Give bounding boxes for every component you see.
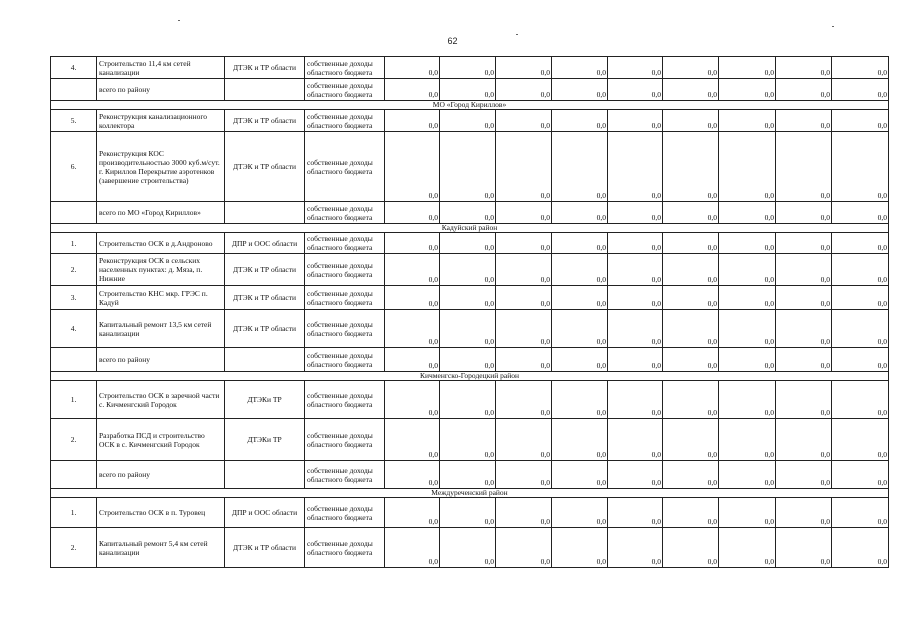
value-cell: 0,0	[440, 110, 496, 132]
responsible-body: ДТЭКи ТР	[225, 419, 305, 461]
value-cell: 0,0	[385, 202, 440, 224]
row-number	[51, 348, 97, 372]
row-number: 6.	[51, 132, 97, 202]
value-cell: 0,0	[719, 381, 776, 419]
table-row	[51, 419, 889, 461]
value-cell: 0,0	[663, 202, 719, 224]
value-cell: 0,0	[663, 498, 719, 528]
row-number: 4.	[51, 310, 97, 348]
value-cell: 0,0	[719, 286, 776, 310]
table-row	[51, 498, 889, 528]
project-name: Капитальный ремонт 5,4 км сетей канализации	[97, 528, 225, 568]
value-cell: 0,0	[663, 57, 719, 79]
responsible-body: ДТЭК и ТР области	[225, 132, 305, 202]
row-number	[51, 461, 97, 489]
responsible-body: ДТЭКи ТР	[225, 381, 305, 419]
project-name: всего по МО «Город Кириллов»	[97, 202, 225, 224]
value-cell: 0,0	[719, 419, 776, 461]
value-cell: 0,0	[385, 79, 440, 101]
value-cell: 0,0	[496, 419, 552, 461]
value-cell: 0,0	[496, 528, 552, 568]
funding-source: собственные доходы областного бюджета	[305, 57, 385, 79]
value-cell: 0,0	[832, 110, 889, 132]
table-row	[51, 254, 889, 286]
table-row	[51, 57, 889, 79]
value-cell: 0,0	[440, 132, 496, 202]
project-name: Реконструкция КОС производительностью 3000 куб.м/сут. г. Кириллов Перекрытие аэротенков (завершение строительства)	[97, 132, 225, 202]
value-cell: 0,0	[776, 202, 832, 224]
section-header-row	[51, 372, 889, 381]
funding-source: собственные доходы областного бюджета	[305, 79, 385, 101]
row-number	[51, 79, 97, 101]
value-cell: 0,0	[608, 461, 663, 489]
responsible-body	[225, 348, 305, 372]
value-cell: 0,0	[385, 461, 440, 489]
value-cell: 0,0	[608, 381, 663, 419]
value-cell: 0,0	[385, 348, 440, 372]
scan-speck	[516, 34, 518, 35]
value-cell: 0,0	[776, 461, 832, 489]
scan-speck	[832, 26, 834, 27]
funding-source: собственные доходы областного бюджета	[305, 461, 385, 489]
budget-table	[50, 56, 889, 568]
row-number: 5.	[51, 110, 97, 132]
value-cell: 0,0	[552, 57, 608, 79]
row-number: 1.	[51, 498, 97, 528]
value-cell: 0,0	[440, 498, 496, 528]
value-cell: 0,0	[552, 461, 608, 489]
value-cell: 0,0	[719, 233, 776, 254]
value-cell: 0,0	[496, 498, 552, 528]
funding-source: собственные доходы областного бюджета	[305, 348, 385, 372]
value-cell: 0,0	[552, 528, 608, 568]
responsible-body: ДТЭК и ТР области	[225, 110, 305, 132]
value-cell: 0,0	[552, 202, 608, 224]
value-cell: 0,0	[832, 381, 889, 419]
responsible-body: ДТЭК и ТР области	[225, 528, 305, 568]
value-cell: 0,0	[776, 57, 832, 79]
project-name: Строительство КНС мкр. ГРЭС п. Кадуй	[97, 286, 225, 310]
value-cell: 0,0	[776, 233, 832, 254]
section-header-row	[51, 489, 889, 498]
value-cell: 0,0	[832, 233, 889, 254]
table-row	[51, 110, 889, 132]
table-row	[51, 528, 889, 568]
value-cell: 0,0	[552, 419, 608, 461]
responsible-body: ДПР и ООС области	[225, 233, 305, 254]
value-cell: 0,0	[663, 419, 719, 461]
project-name: Реконструкция канализационного коллектора	[97, 110, 225, 132]
value-cell: 0,0	[608, 132, 663, 202]
value-cell: 0,0	[440, 254, 496, 286]
value-cell: 0,0	[385, 57, 440, 79]
value-cell: 0,0	[496, 132, 552, 202]
funding-source: собственные доходы областного бюджета	[305, 254, 385, 286]
value-cell: 0,0	[385, 254, 440, 286]
value-cell: 0,0	[776, 381, 832, 419]
table-row	[51, 202, 889, 224]
table-row	[51, 310, 889, 348]
value-cell: 0,0	[608, 348, 663, 372]
value-cell: 0,0	[719, 79, 776, 101]
funding-source: собственные доходы областного бюджета	[305, 310, 385, 348]
value-cell: 0,0	[776, 110, 832, 132]
funding-source: собственные доходы областного бюджета	[305, 528, 385, 568]
value-cell: 0,0	[832, 528, 889, 568]
funding-source: собственные доходы областного бюджета	[305, 381, 385, 419]
project-name: Разработка ПСД и строительство ОСК в с. Кичменгский Городок	[97, 419, 225, 461]
funding-source: собственные доходы областного бюджета	[305, 498, 385, 528]
responsible-body: ДПР и ООС области	[225, 498, 305, 528]
value-cell: 0,0	[552, 132, 608, 202]
value-cell: 0,0	[440, 381, 496, 419]
row-number: 2.	[51, 419, 97, 461]
responsible-body: ДТЭК и ТР области	[225, 57, 305, 79]
value-cell: 0,0	[719, 110, 776, 132]
value-cell: 0,0	[385, 528, 440, 568]
value-cell: 0,0	[385, 381, 440, 419]
value-cell: 0,0	[776, 310, 832, 348]
value-cell: 0,0	[440, 202, 496, 224]
value-cell: 0,0	[385, 419, 440, 461]
project-name: Строительство 11,4 км сетей канализации	[97, 57, 225, 79]
value-cell: 0,0	[608, 419, 663, 461]
responsible-body	[225, 461, 305, 489]
value-cell: 0,0	[832, 310, 889, 348]
value-cell: 0,0	[440, 348, 496, 372]
value-cell: 0,0	[608, 79, 663, 101]
project-name: Строительство ОСК в п. Туровец	[97, 498, 225, 528]
value-cell: 0,0	[496, 233, 552, 254]
value-cell: 0,0	[552, 310, 608, 348]
value-cell: 0,0	[663, 348, 719, 372]
value-cell: 0,0	[663, 110, 719, 132]
value-cell: 0,0	[552, 381, 608, 419]
value-cell: 0,0	[832, 79, 889, 101]
value-cell: 0,0	[663, 132, 719, 202]
value-cell: 0,0	[608, 57, 663, 79]
value-cell: 0,0	[440, 79, 496, 101]
project-name: Капитальный ремонт 13,5 км сетей канализации	[97, 310, 225, 348]
value-cell: 0,0	[719, 254, 776, 286]
value-cell: 0,0	[663, 310, 719, 348]
responsible-body	[225, 202, 305, 224]
value-cell: 0,0	[832, 498, 889, 528]
table-body	[51, 57, 889, 568]
value-cell: 0,0	[385, 286, 440, 310]
funding-source: собственные доходы областного бюджета	[305, 419, 385, 461]
table-row	[51, 348, 889, 372]
value-cell: 0,0	[385, 132, 440, 202]
section-title: Кичменгско-Городецкий район	[51, 372, 889, 381]
row-number: 1.	[51, 233, 97, 254]
section-title: МО «Город Кириллов»	[51, 101, 889, 110]
row-number	[51, 202, 97, 224]
value-cell: 0,0	[496, 79, 552, 101]
row-number: 1.	[51, 381, 97, 419]
value-cell: 0,0	[832, 202, 889, 224]
value-cell: 0,0	[719, 202, 776, 224]
value-cell: 0,0	[832, 348, 889, 372]
table-row	[51, 461, 889, 489]
value-cell: 0,0	[719, 57, 776, 79]
value-cell: 0,0	[608, 286, 663, 310]
project-name: Строительство ОСК в заречной части с. Кичменгский Городок	[97, 381, 225, 419]
value-cell: 0,0	[832, 132, 889, 202]
value-cell: 0,0	[552, 79, 608, 101]
responsible-body: ДТЭК и ТР области	[225, 286, 305, 310]
value-cell: 0,0	[496, 202, 552, 224]
value-cell: 0,0	[663, 79, 719, 101]
value-cell: 0,0	[663, 233, 719, 254]
value-cell: 0,0	[776, 498, 832, 528]
project-name: всего по району	[97, 348, 225, 372]
table-row	[51, 132, 889, 202]
value-cell: 0,0	[608, 202, 663, 224]
section-header-row	[51, 224, 889, 233]
value-cell: 0,0	[663, 286, 719, 310]
value-cell: 0,0	[719, 310, 776, 348]
value-cell: 0,0	[663, 461, 719, 489]
value-cell: 0,0	[832, 461, 889, 489]
row-number: 3.	[51, 286, 97, 310]
value-cell: 0,0	[552, 348, 608, 372]
table-row	[51, 233, 889, 254]
section-title: Кадуйский район	[51, 224, 889, 233]
value-cell: 0,0	[496, 461, 552, 489]
row-number: 4.	[51, 57, 97, 79]
value-cell: 0,0	[552, 110, 608, 132]
value-cell: 0,0	[440, 461, 496, 489]
value-cell: 0,0	[663, 528, 719, 568]
project-name: Строительство ОСК в д.Андроново	[97, 233, 225, 254]
table-row	[51, 286, 889, 310]
value-cell: 0,0	[832, 254, 889, 286]
value-cell: 0,0	[608, 498, 663, 528]
value-cell: 0,0	[440, 310, 496, 348]
value-cell: 0,0	[385, 233, 440, 254]
project-name: Реконструкция ОСК в сельских населенных пунктах: д. Мяза, п. Нижние	[97, 254, 225, 286]
value-cell: 0,0	[440, 286, 496, 310]
value-cell: 0,0	[832, 419, 889, 461]
value-cell: 0,0	[776, 348, 832, 372]
value-cell: 0,0	[776, 286, 832, 310]
value-cell: 0,0	[776, 419, 832, 461]
value-cell: 0,0	[608, 528, 663, 568]
project-name: всего по району	[97, 461, 225, 489]
funding-source: собственные доходы областного бюджета	[305, 202, 385, 224]
value-cell: 0,0	[608, 254, 663, 286]
funding-source: собственные доходы областного бюджета	[305, 132, 385, 202]
section-header-row	[51, 101, 889, 110]
value-cell: 0,0	[719, 498, 776, 528]
project-name: всего по району	[97, 79, 225, 101]
page-number: 62	[447, 36, 458, 46]
value-cell: 0,0	[832, 57, 889, 79]
value-cell: 0,0	[385, 110, 440, 132]
value-cell: 0,0	[832, 286, 889, 310]
value-cell: 0,0	[440, 233, 496, 254]
value-cell: 0,0	[496, 348, 552, 372]
funding-source: собственные доходы областного бюджета	[305, 286, 385, 310]
value-cell: 0,0	[552, 286, 608, 310]
value-cell: 0,0	[663, 381, 719, 419]
value-cell: 0,0	[608, 310, 663, 348]
value-cell: 0,0	[440, 419, 496, 461]
value-cell: 0,0	[385, 310, 440, 348]
value-cell: 0,0	[608, 110, 663, 132]
value-cell: 0,0	[496, 310, 552, 348]
value-cell: 0,0	[385, 498, 440, 528]
value-cell: 0,0	[719, 461, 776, 489]
row-number: 2.	[51, 254, 97, 286]
responsible-body	[225, 79, 305, 101]
value-cell: 0,0	[496, 286, 552, 310]
value-cell: 0,0	[663, 254, 719, 286]
value-cell: 0,0	[496, 57, 552, 79]
funding-source: собственные доходы областного бюджета	[305, 110, 385, 132]
value-cell: 0,0	[552, 498, 608, 528]
value-cell: 0,0	[552, 254, 608, 286]
value-cell: 0,0	[719, 528, 776, 568]
scan-speck	[178, 20, 180, 21]
table-row	[51, 381, 889, 419]
value-cell: 0,0	[608, 233, 663, 254]
value-cell: 0,0	[776, 528, 832, 568]
funding-source: собственные доходы областного бюджета	[305, 233, 385, 254]
value-cell: 0,0	[776, 132, 832, 202]
value-cell: 0,0	[719, 132, 776, 202]
responsible-body: ДТЭК и ТР области	[225, 310, 305, 348]
value-cell: 0,0	[719, 348, 776, 372]
responsible-body: ДТЭК и ТР области	[225, 254, 305, 286]
table-row	[51, 79, 889, 101]
value-cell: 0,0	[776, 79, 832, 101]
row-number: 2.	[51, 528, 97, 568]
value-cell: 0,0	[496, 381, 552, 419]
value-cell: 0,0	[440, 528, 496, 568]
value-cell: 0,0	[496, 110, 552, 132]
value-cell: 0,0	[440, 57, 496, 79]
value-cell: 0,0	[496, 254, 552, 286]
section-title: Междуреченский район	[51, 489, 889, 498]
value-cell: 0,0	[552, 233, 608, 254]
value-cell: 0,0	[776, 254, 832, 286]
